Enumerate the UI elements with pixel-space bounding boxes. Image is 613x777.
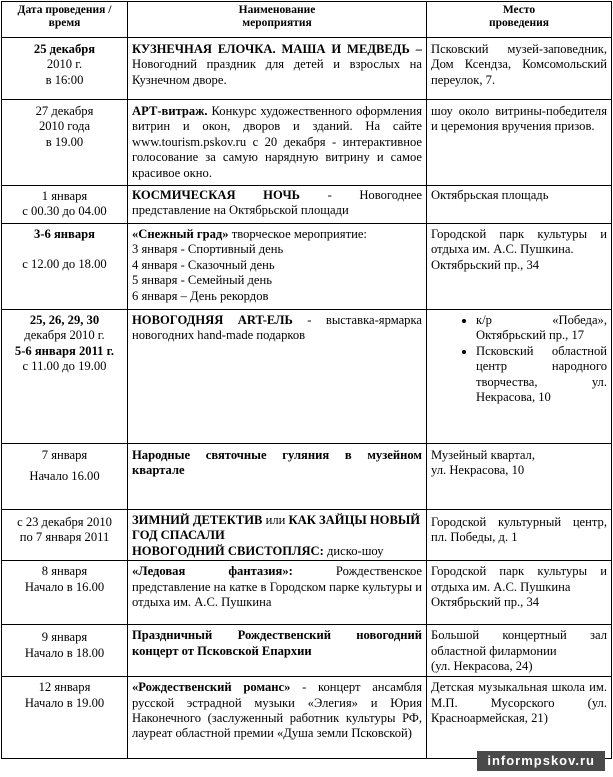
event-date: 8 января Начало в 16.00 — [2, 561, 128, 625]
watermark: informpskov.ru — [477, 751, 605, 771]
event-place: Городской парк культуры и отдыха им. А.С. Пушкина Октябрьский пр., 34 — [427, 561, 612, 625]
event-place: Музейный квартал, ул. Некрасова, 10 — [427, 444, 612, 510]
event-description: «Ледовая фантазия»: Рождественское представление на катке в Городском парке культуры и отдыха им. А.С. Пушкина — [128, 561, 427, 625]
event-date: 12 января Начало в 19.00 — [2, 677, 128, 759]
event-description: КУЗНЕЧНАЯ ЕЛОЧКА. МАША И МЕДВЕДЬ – Новогодний праздник для детей и взрослых на Кузнечном дворе. — [128, 38, 427, 100]
event-date: 1 января с 00.30 до 04.00 — [2, 186, 128, 224]
event-date: с 23 декабря 2010 по 7 января 2011 — [2, 510, 128, 561]
event-description: «Рождественский романс» - концерт ансамбля русской эстрадной музыки «Элегия» и Юрия Наконечного (заслуженный работник культуры РФ, лауреат областной премии «Душа земли Псковской) — [128, 677, 427, 759]
event-place: Псковский музей-заповедник, Дом Ксендза, Комсомольский переулок, 7. — [427, 38, 612, 100]
event-place: Октябрьская площадь — [427, 186, 612, 224]
event-description: АРТ-витраж. Конкурс художественного оформления витрин и окон, дворов и зданий. На сайте www.tourism.pskov.ru с 20 декабря - интерактивное голосование за самую нарядную витрину и самое красивое окно. — [128, 100, 427, 186]
event-date: 25, 26, 29, 30 декабря 2010 г. 5-6 января 2011 г. с 11.00 до 19.00 — [2, 310, 128, 444]
header-event: Наименование мероприятия — [128, 2, 427, 38]
events-table — [1, 1, 612, 759]
event-place: шоу около витрины-победителя и церемония вручения призов. — [427, 100, 612, 186]
header-date: Дата проведения / время — [2, 2, 128, 38]
event-description: ЗИМНИЙ ДЕТЕКТИВ или КАК ЗАЙЦЫ НОВЫЙ ГОД СПАСАЛИ НОВОГОДНИЙ СВИСТОПЛЯС: диско-шоу — [128, 510, 427, 561]
event-place — [427, 310, 612, 444]
table-row — [2, 186, 612, 224]
table-row — [2, 38, 612, 100]
event-place: Городской культурный центр, пл. Победы, д. 1 — [427, 510, 612, 561]
table-row — [2, 625, 612, 677]
event-date: 27 декабря 2010 года в 19.00 — [2, 100, 128, 186]
event-description: Народные святочные гуляния в музейном квартале — [128, 444, 427, 510]
event-date: 9 января Начало в 18.00 — [2, 625, 128, 677]
event-date: 25 декабря 2010 г. в 16:00 — [2, 38, 128, 100]
event-place: Городской парк культуры и отдыха им. А.С. Пушкина. Октябрьский пр., 34 — [427, 224, 612, 310]
list-item: • к/р «Победа», Октябрьский пр., 17 — [476, 313, 607, 344]
event-place: Большой концертный зал областной филармонии (ул. Некрасова, 24) — [427, 625, 612, 677]
table-row — [2, 510, 612, 561]
place-list — [431, 313, 607, 405]
table-row — [2, 561, 612, 625]
table-row — [2, 444, 612, 510]
table-row — [2, 310, 612, 444]
event-date: 7 января Начало 16.00 — [2, 444, 128, 510]
event-description: НОВОГОДНЯЯ ART-ЕЛЬ - выставка-ярмарка новогодних hand-made подарков — [128, 310, 427, 444]
table-row — [2, 100, 612, 186]
table-row — [2, 224, 612, 310]
event-description: КОСМИЧЕСКАЯ НОЧЬ - Новогоднее представление на Октябрьской площади — [128, 186, 427, 224]
event-description: Праздничный Рождественский новогодний концерт от Псковской Епархии — [128, 625, 427, 677]
table-row — [2, 677, 612, 759]
event-date: 3-6 января с 12.00 до 18.00 — [2, 224, 128, 310]
event-description: «Снежный град» творческое мероприятие: 3 января - Спортивный день 4 января - Сказочный день 5 января - Семейный день 6 января – День рекордов — [128, 224, 427, 310]
header-place: Место проведения — [427, 2, 612, 38]
list-item: • Псковский областной центр народного творчества, ул. Некрасова, 10 — [476, 344, 607, 406]
event-place: Детская музыкальная школа им. М.П. Мусорского (ул. Красноармейская, 21) — [427, 677, 612, 759]
